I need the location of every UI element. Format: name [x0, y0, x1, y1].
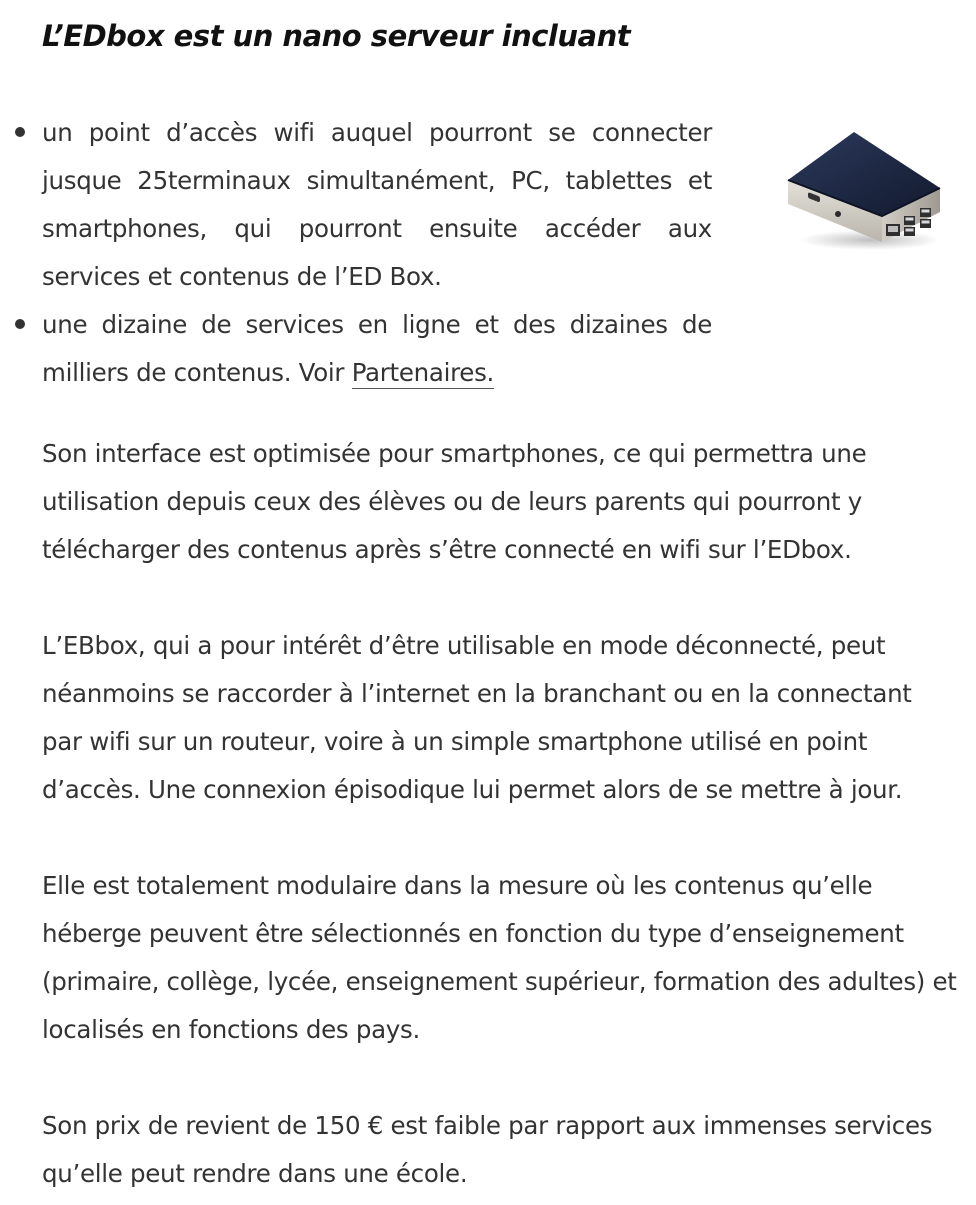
paragraph-interface: Son interface est optimisée pour smartphones, ce qui permettra une utilisation depuis ceux des élèves ou de leurs parents qui pourront y télécharger des contenus après s’être connecté en wifi sur l’EDbox. [42, 439, 867, 564]
bullet-icon [15, 127, 25, 137]
feature-list [42, 109, 712, 397]
list-item [42, 301, 712, 397]
list-item [42, 109, 712, 301]
list-item-text: une dizaine de services en ligne et des dizaines de milliers de contenus. Voir [42, 310, 712, 387]
edbox-device-icon [782, 128, 944, 252]
list-item-text: un point d’accès wifi auquel pourront se connecter jusque 25terminaux simultanément, PC, tablettes et smartphones, qui pourront ensuite accéder aux services et contenus de l’ED Box. [42, 118, 712, 291]
bullet-icon [15, 319, 25, 329]
paragraph-price: Son prix de revient de 150 € est faible par rapport aux immenses services qu’elle peut rendre dans une école. [42, 1111, 933, 1188]
paragraph-modularity: Elle est totalement modulaire dans la mesure où les contenus qu’elle héberge peuvent être sélectionnés en fonction du type d’enseignement (primaire, collège, lycée, enseignement supérieur, formation des adultes) et localisés en fonctions des pays. [42, 871, 957, 1044]
paragraph-offline-mode: L’EBbox, qui a pour intérêt d’être utilisable en mode déconnecté, peut néanmoins se raccorder à l’internet en la branchant ou en la connectant par wifi sur un routeur, voire à un simple smartphone utilisé en point d’accès. Une connexion épisodique lui permet alors de se mettre à jour. [42, 631, 912, 804]
partenaires-link[interactable]: Partenaires. [351, 358, 495, 387]
section-heading: L’EDbox est un nano serveur incluant [42, 19, 631, 53]
